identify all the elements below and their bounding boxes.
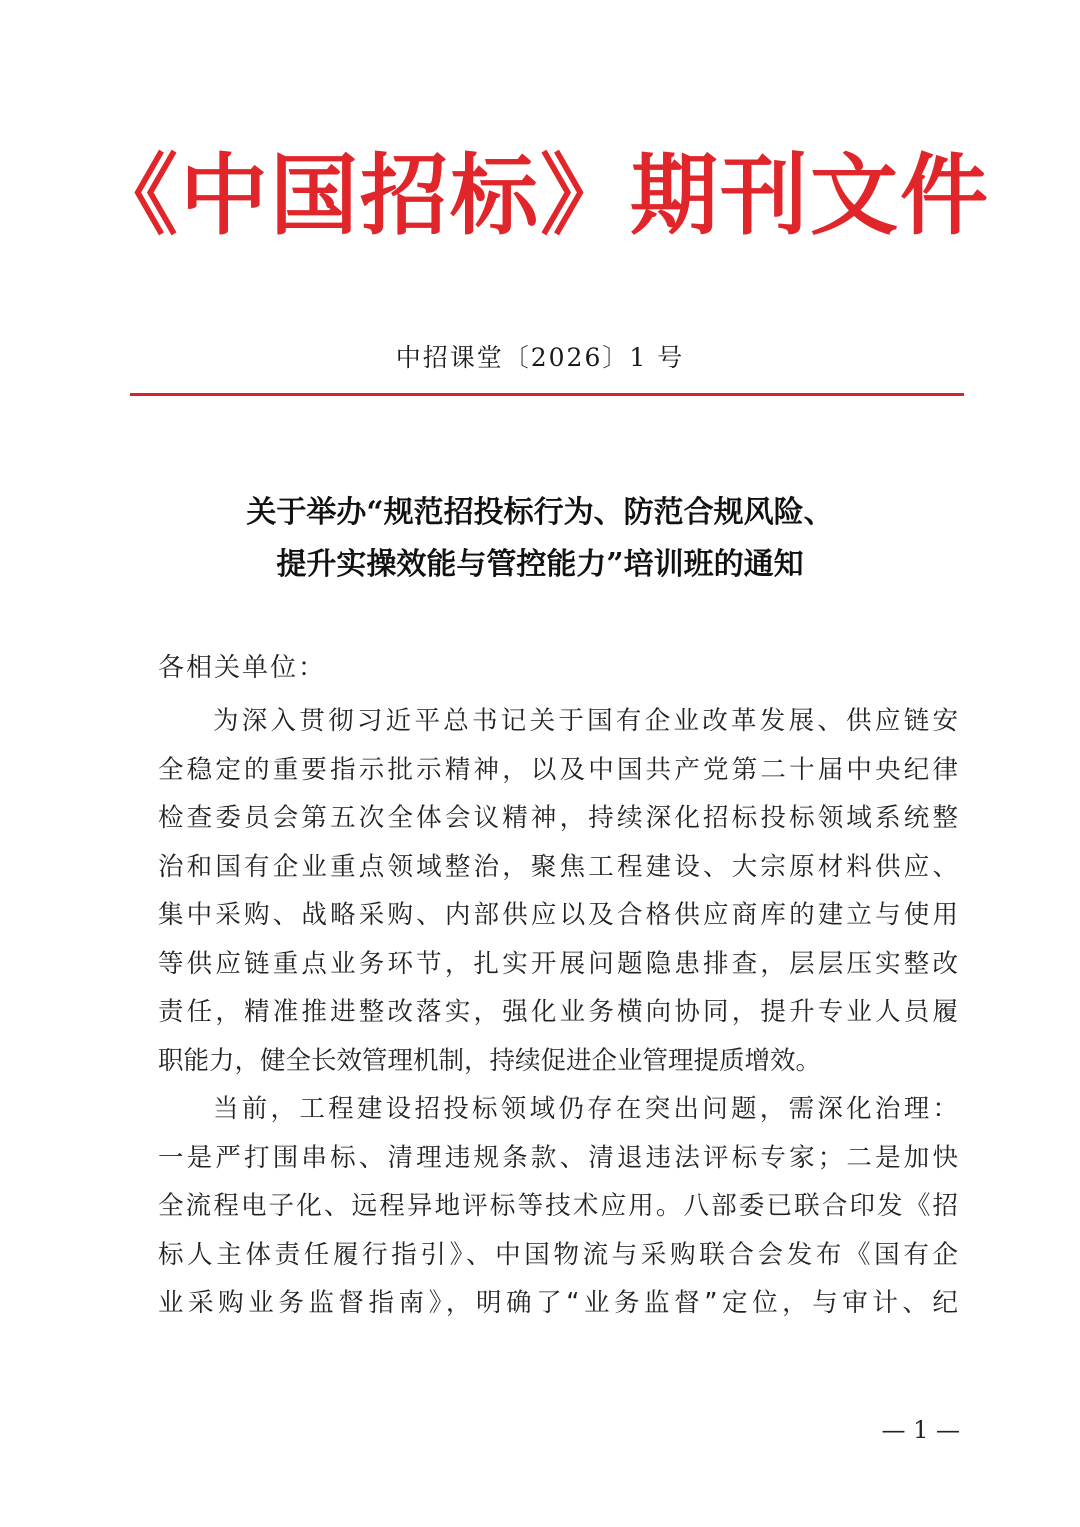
notice-title-line-1: 关于举办“规范招投标行为、防范合规风险、 [246,495,834,530]
body-line: 等供应链重点业务环节，扎实开展问题隐患排查，层层压实整改 [158,948,958,979]
body-line: 集中采购、战略采购、内部供应以及合格供应商库的建立与使用 [158,900,958,930]
salutation: 各相关单位： [158,653,327,683]
body-line: 一是严打围串标、清理违规条款、清退违法评标专家；二是加快 [158,1142,958,1173]
notice-title [0,487,1080,591]
red-divider [130,393,964,396]
page-number: — 1 — [881,1416,960,1444]
body-line: 治和国有企业重点领域整治，聚焦工程建设、大宗原材料供应、 [158,851,958,882]
body-line: 全流程电子化、远程异地评标等技术应用。八部委已联合印发《招 [158,1191,958,1221]
body-line: 业采购业务监督指南》，明确了“业务监督”定位，与审计、纪 [158,1288,958,1318]
masthead-title: 《中国招标》期刊文件 [89,143,990,247]
body-line: 检查委员会第五次全体会议精神，持续深化招标投标领域系统整 [158,803,958,833]
body-line: 职能力，健全长效管理机制，持续促进企业管理提质增效。 [158,1045,822,1076]
body-line: 为深入贯彻习近平总书记关于国有企业改革发展、供应链安 [213,706,958,736]
body-line: 全稳定的重要指示批示精神，以及中国共产党第二十届中央纪律 [158,754,958,785]
document-number: 中招课堂〔2026〕1 号 [395,343,685,372]
body-line: 标人主体责任履行指引》、中国物流与采购联合会发布《国有企 [158,1239,958,1270]
notice-title-line-2: 提升实操效能与管控能力”培训班的通知 [276,547,804,582]
body-line: 责任，精准推进整改落实，强化业务横向协同，提升专业人员履 [158,997,958,1027]
body-line: 当前，工程建设招投标领域仍存在突出问题，需深化治理： [213,1094,958,1124]
body-text [158,697,958,1328]
